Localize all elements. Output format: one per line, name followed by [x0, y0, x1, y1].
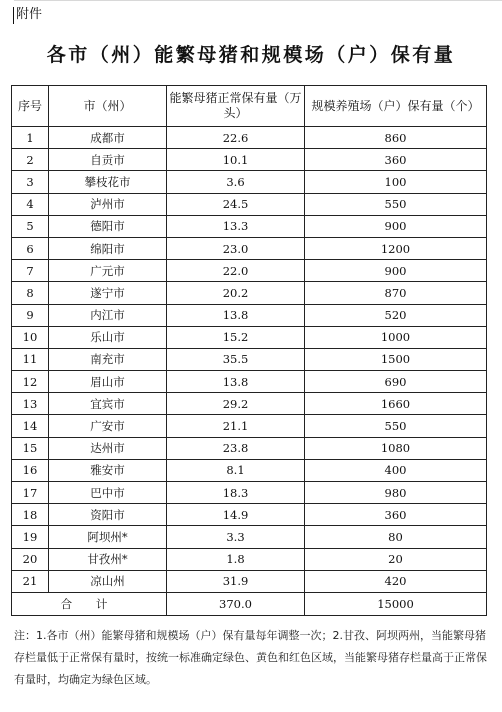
table-row: [12, 437, 487, 459]
row-index: 20: [12, 548, 49, 570]
table-row: [12, 127, 487, 149]
row-index: 12: [12, 371, 49, 393]
column-header-city: 市（州）: [49, 86, 167, 127]
row-farms: 900: [305, 260, 487, 282]
row-index: 8: [12, 282, 49, 304]
row-farms: 690: [305, 371, 487, 393]
text-cursor: [13, 7, 14, 24]
row-index: 6: [12, 237, 49, 259]
row-sows: 18.3: [167, 482, 305, 504]
column-header-sows: 能繁母猪正常保有量（万头）: [167, 86, 305, 127]
row-index: 7: [12, 260, 49, 282]
row-farms: 400: [305, 459, 487, 481]
row-farms: 900: [305, 215, 487, 237]
row-farms: 420: [305, 570, 487, 592]
row-sows: 35.5: [167, 348, 305, 370]
row-city: 南充市: [49, 348, 167, 370]
row-index: 4: [12, 193, 49, 215]
row-city: 内江市: [49, 304, 167, 326]
table-row: [12, 282, 487, 304]
row-sows: 13.3: [167, 215, 305, 237]
row-city: 泸州市: [49, 193, 167, 215]
row-sows: 8.1: [167, 459, 305, 481]
column-header-farms: 规模养殖场（户）保有量（个）: [305, 86, 487, 127]
column-header-index: 序号: [12, 86, 49, 127]
row-farms: 980: [305, 482, 487, 504]
row-city: 达州市: [49, 437, 167, 459]
row-city: 凉山州: [49, 570, 167, 592]
row-farms: 870: [305, 282, 487, 304]
row-city: 广元市: [49, 260, 167, 282]
row-sows: 13.8: [167, 304, 305, 326]
row-city: 甘孜州*: [49, 548, 167, 570]
row-index: 14: [12, 415, 49, 437]
row-city: 眉山市: [49, 371, 167, 393]
row-sows: 31.9: [167, 570, 305, 592]
row-farms: 100: [305, 171, 487, 193]
row-sows: 21.1: [167, 415, 305, 437]
row-index: 5: [12, 215, 49, 237]
table-header-row: [12, 86, 487, 127]
row-farms: 1080: [305, 437, 487, 459]
table-row: [12, 393, 487, 415]
data-table: [11, 85, 487, 616]
row-sows: 3.3: [167, 526, 305, 548]
table-row: [12, 504, 487, 526]
table-row: [12, 237, 487, 259]
row-farms: 360: [305, 149, 487, 171]
page-top-border: [14, 0, 502, 1]
row-farms: 550: [305, 193, 487, 215]
row-index: 18: [12, 504, 49, 526]
table-row: [12, 482, 487, 504]
row-sows: 23.8: [167, 437, 305, 459]
table-row: [12, 548, 487, 570]
row-city: 自贡市: [49, 149, 167, 171]
row-farms: 20: [305, 548, 487, 570]
attachment-label: 附件: [16, 7, 43, 22]
row-sows: 10.1: [167, 149, 305, 171]
table-row: [12, 570, 487, 592]
table-row: [12, 304, 487, 326]
row-sows: 20.2: [167, 282, 305, 304]
table-row: [12, 149, 487, 171]
total-label: 合 计: [12, 592, 167, 615]
row-index: 15: [12, 437, 49, 459]
table-row: [12, 348, 487, 370]
row-farms: 1200: [305, 237, 487, 259]
row-farms: 360: [305, 504, 487, 526]
row-farms: 550: [305, 415, 487, 437]
row-index: 10: [12, 326, 49, 348]
table-body: [12, 127, 487, 593]
row-sows: 1.8: [167, 548, 305, 570]
document-title: 各市（州）能繁母猪和规模场（户）保有量: [46, 44, 456, 66]
row-farms: 520: [305, 304, 487, 326]
row-city: 德阳市: [49, 215, 167, 237]
row-city: 资阳市: [49, 504, 167, 526]
row-city: 广安市: [49, 415, 167, 437]
row-index: 17: [12, 482, 49, 504]
row-index: 3: [12, 171, 49, 193]
table-row: [12, 459, 487, 481]
table-total-row: [12, 592, 487, 615]
row-index: 1: [12, 127, 49, 149]
row-farms: 80: [305, 526, 487, 548]
row-city: 宜宾市: [49, 393, 167, 415]
row-city: 乐山市: [49, 326, 167, 348]
row-index: 19: [12, 526, 49, 548]
footnote: 注：1.各市（州）能繁母猪和规模场（户）保有量每年调整一次；2.甘孜、阿坝两州，当能繁母猪存栏量低于正常保有量时，按统一标准确定绿色、黄色和红色区域，当能繁母猪存栏量高于正常保有量时，均确定为绿色区域。: [14, 629, 487, 686]
table-row: [12, 215, 487, 237]
table-row: [12, 371, 487, 393]
table-row: [12, 171, 487, 193]
row-sows: 15.2: [167, 326, 305, 348]
table-row: [12, 326, 487, 348]
row-farms: 1660: [305, 393, 487, 415]
row-sows: 3.6: [167, 171, 305, 193]
table-row: [12, 415, 487, 437]
table-row: [12, 526, 487, 548]
row-sows: 29.2: [167, 393, 305, 415]
table-row: [12, 260, 487, 282]
row-farms: 1000: [305, 326, 487, 348]
row-sows: 22.6: [167, 127, 305, 149]
row-sows: 14.9: [167, 504, 305, 526]
row-index: 2: [12, 149, 49, 171]
row-city: 巴中市: [49, 482, 167, 504]
row-farms: 1500: [305, 348, 487, 370]
row-sows: 22.0: [167, 260, 305, 282]
row-city: 阿坝州*: [49, 526, 167, 548]
row-index: 9: [12, 304, 49, 326]
table-row: [12, 193, 487, 215]
row-city: 成都市: [49, 127, 167, 149]
row-index: 21: [12, 570, 49, 592]
row-city: 攀枝花市: [49, 171, 167, 193]
row-city: 绵阳市: [49, 237, 167, 259]
row-index: 13: [12, 393, 49, 415]
row-sows: 24.5: [167, 193, 305, 215]
row-city: 雅安市: [49, 459, 167, 481]
row-city: 遂宁市: [49, 282, 167, 304]
row-farms: 860: [305, 127, 487, 149]
row-index: 11: [12, 348, 49, 370]
row-index: 16: [12, 459, 49, 481]
row-sows: 13.8: [167, 371, 305, 393]
row-sows: 23.0: [167, 237, 305, 259]
total-farms: 15000: [305, 592, 487, 615]
total-sows: 370.0: [167, 592, 305, 615]
